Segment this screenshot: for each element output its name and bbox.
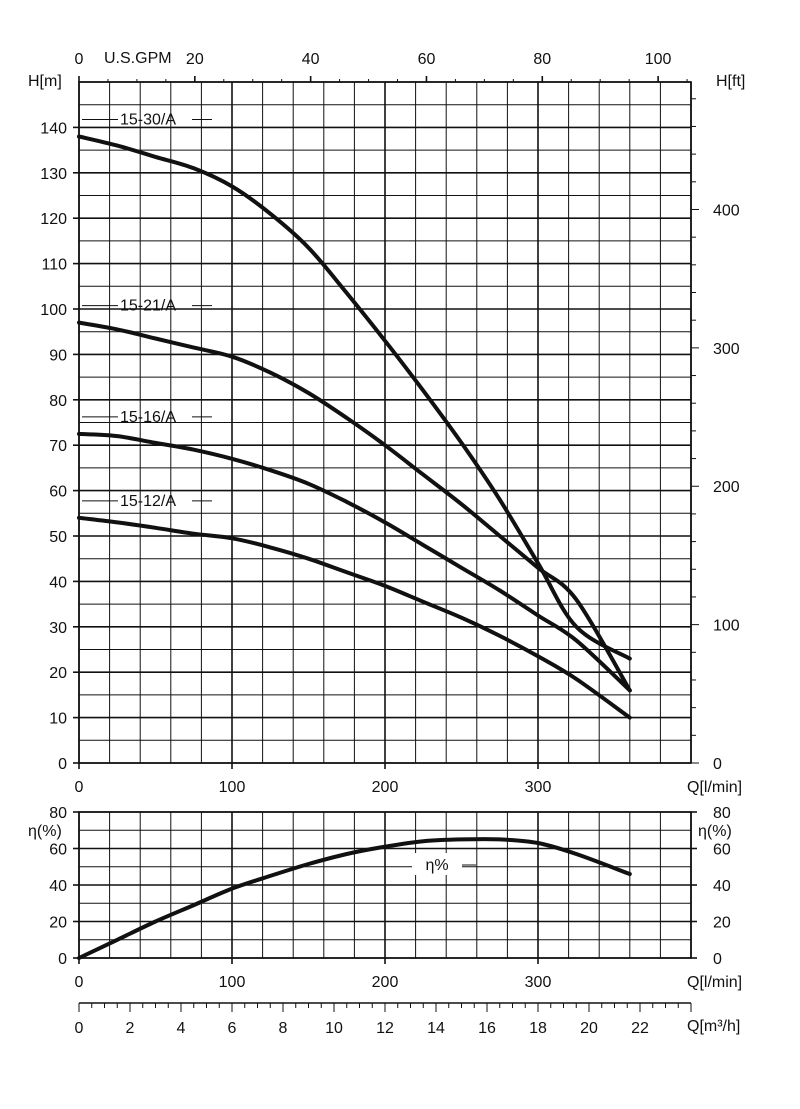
- flow-m3h-tick-label: 4: [176, 1020, 186, 1037]
- head-y-tick-label: 0: [58, 756, 67, 773]
- flow-m3h-tick-label: 0: [74, 1020, 84, 1037]
- head-x-axis-title: Q[l/min]: [687, 779, 743, 796]
- head-curve-chart: [28, 50, 745, 796]
- head-y2-tick-label: 300: [713, 340, 740, 358]
- head-y-axis-title: H[m]: [28, 73, 62, 90]
- head-series-label: 15-30/A: [120, 111, 177, 129]
- head-x2-tick-label: 100: [644, 51, 672, 68]
- flow-m3h-tick-label: 18: [529, 1020, 547, 1037]
- head-x-tick-label: 200: [371, 779, 399, 796]
- efficiency-grid: [79, 812, 691, 958]
- flow-m3h-tick-label: 12: [376, 1020, 394, 1037]
- efficiency-y2-tick-label: 0: [713, 951, 722, 968]
- head-y-tick-label: 20: [49, 665, 67, 683]
- head-y-tick-label: 100: [40, 302, 67, 319]
- head-y-tick-label: 110: [41, 256, 67, 274]
- head-x2-tick-label: 20: [185, 51, 204, 68]
- head-x2-tick-label: 80: [533, 51, 552, 68]
- flow-m3h-ticks: [75, 1003, 691, 1037]
- flow-m3h-axis: [75, 1003, 741, 1037]
- efficiency-x-tick-label: 0: [74, 974, 84, 991]
- efficiency-y2-tick-label: 20: [713, 914, 731, 932]
- efficiency-y-tick-label: 80: [49, 805, 67, 822]
- efficiency-series-label: η%: [425, 857, 449, 874]
- flow-m3h-tick-label: 8: [278, 1020, 288, 1037]
- head-y2-axis-title: H[ft]: [716, 73, 746, 90]
- head-x-tick-label: 300: [524, 779, 552, 796]
- head-y-tick-label: 90: [49, 347, 67, 365]
- head-x-tick-label: 0: [74, 779, 84, 796]
- efficiency-tick-labels: [49, 805, 731, 991]
- head-y-tick-label: 120: [40, 211, 67, 229]
- head-y2-tick-label: 100: [713, 617, 740, 635]
- flow-m3h-tick-label: 10: [325, 1020, 343, 1037]
- efficiency-x-tick-label: 100: [218, 974, 246, 991]
- efficiency-y-tick-label: 20: [49, 914, 67, 932]
- head-y-tick-label: 80: [49, 392, 67, 410]
- efficiency-x-tick-label: 200: [371, 974, 399, 991]
- flow-m3h-tick-label: 2: [125, 1020, 135, 1037]
- head-y-tick-label: 50: [49, 529, 67, 546]
- efficiency-y-tick-label: 40: [49, 878, 67, 895]
- head-series-label: 15-21/A: [120, 297, 177, 315]
- head-series-label: 15-16/A: [120, 408, 177, 426]
- efficiency-y-tick-label: 0: [58, 951, 67, 968]
- head-x-tick-label: 100: [218, 779, 246, 796]
- flow-m3h-axis-title: Q[m³/h]: [687, 1018, 741, 1035]
- head-x2-axis-title: U.S.GPM: [104, 50, 172, 67]
- efficiency-y2-tick-label: 80: [713, 805, 731, 822]
- head-y-tick-label: 70: [49, 438, 67, 456]
- efficiency-x-axis-title: Q[l/min]: [687, 974, 743, 991]
- efficiency-x-tick-label: 300: [524, 974, 552, 991]
- flow-m3h-tick-label: 22: [631, 1020, 649, 1037]
- head-y2-tick-label: 400: [713, 202, 740, 220]
- efficiency-y2-tick-label: 40: [713, 878, 731, 895]
- head-x2-tick-label: 60: [417, 51, 436, 68]
- efficiency-curve-chart: [28, 805, 742, 991]
- head-y-tick-label: 130: [40, 165, 67, 183]
- head-x2-tick-label: 40: [301, 51, 320, 68]
- flow-m3h-tick-label: 20: [580, 1020, 598, 1037]
- head-y2-tick-label: 0: [713, 756, 722, 773]
- efficiency-y-tick-label: 60: [49, 841, 67, 859]
- head-x2-tick-label: 0: [74, 51, 84, 68]
- efficiency-y-axis-title: η(%): [28, 823, 62, 840]
- flow-m3h-tick-label: 14: [427, 1020, 445, 1037]
- head-y-tick-label: 10: [49, 710, 67, 728]
- head-y-tick-label: 140: [40, 120, 67, 138]
- head-series-label: 15-12/A: [120, 492, 177, 510]
- flow-m3h-tick-label: 16: [478, 1020, 496, 1037]
- efficiency-y2-tick-label: 60: [713, 841, 731, 859]
- head-y-tick-label: 60: [49, 483, 67, 501]
- head-y2-tick-label: 200: [713, 479, 740, 497]
- flow-m3h-tick-label: 6: [227, 1020, 237, 1037]
- efficiency-y2-axis-title: η(%): [698, 823, 732, 840]
- head-y-tick-label: 40: [49, 574, 67, 592]
- head-y-tick-label: 30: [49, 619, 67, 637]
